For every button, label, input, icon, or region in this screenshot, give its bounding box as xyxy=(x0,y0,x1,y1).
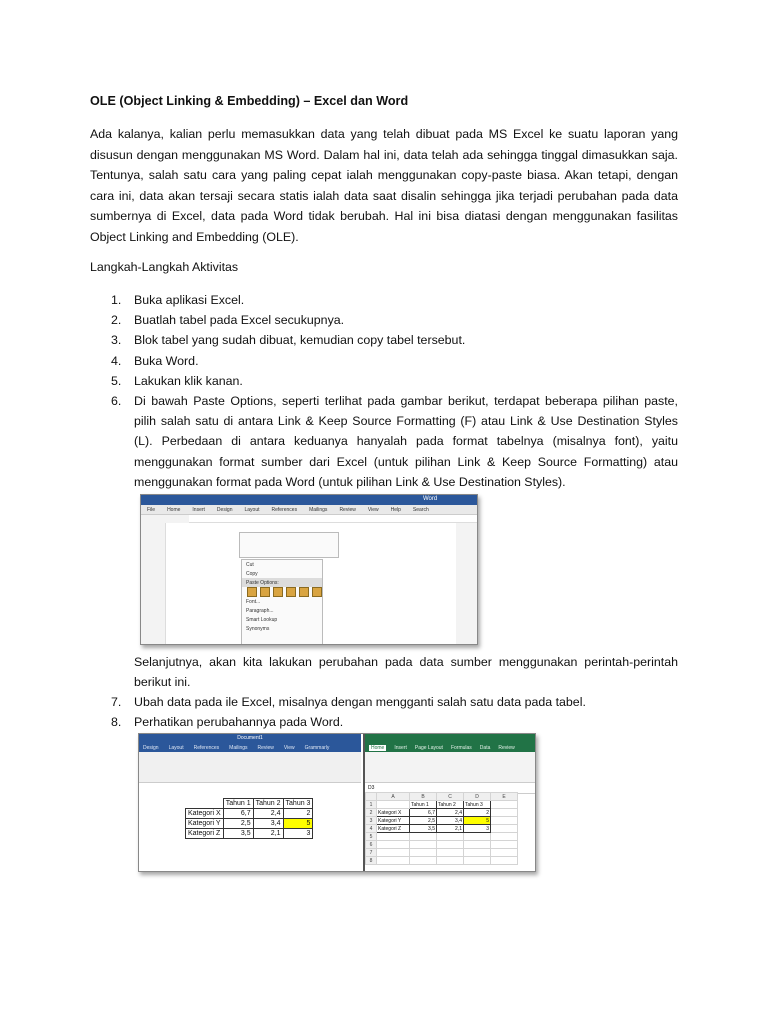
menu-item-paragraph[interactable]: Paragraph... xyxy=(246,607,274,614)
tab-search[interactable]: Search xyxy=(412,506,429,513)
tab-data[interactable]: Data xyxy=(479,744,491,751)
tab-home[interactable]: Home xyxy=(167,506,181,513)
list-item: 5. Lakukan klik kanan. xyxy=(111,373,243,388)
tab-layout[interactable]: Layout xyxy=(244,506,260,513)
name-box[interactable]: D3 xyxy=(365,783,536,794)
steps-list-continued xyxy=(90,692,678,732)
word-window xyxy=(139,734,361,871)
list-item: 1. Buka aplikasi Excel. xyxy=(111,293,245,307)
tab-formulas[interactable]: Formulas xyxy=(450,744,472,751)
menu-item-copy[interactable]: Copy xyxy=(246,570,258,577)
intro-paragraph: Ada kalanya, kalian perlu memasukkan data yang telah dibuat pada MS Excel ke suatu laporan yang disusun dengan menggunakan MS Word. Dalam hal ini, data telah ada sehingga tinggal dimasukkan saja. Tentunya, salah satu cara yang paling cepat ialah menggunakan copy-paste biasa. Akan tetapi, dengan cara ini, data akan tersaji secara statis ialah data saat disalin sehingga jika terjadi perubahan pada data sumbernya di Excel, data pada Word tidak berubah. Hal ini bisa diatasi dengan menggunakan fasilitas Object Linking and Embedding (OLE). xyxy=(90,127,678,244)
tab-insert[interactable]: Insert xyxy=(394,744,407,751)
tab-mailings[interactable]: Mailings xyxy=(229,744,248,751)
table-row: Kategori Y 2,5 3,4 5 xyxy=(186,819,313,829)
paste-text-icon[interactable] xyxy=(312,587,322,597)
table-row: Kategori X 6,7 2,4 2 xyxy=(186,809,313,819)
word-title-bar: Word xyxy=(141,495,477,505)
list-item: 2. Buatlah tabel pada Excel secukupnya. xyxy=(111,313,345,328)
ruler xyxy=(189,515,477,523)
table-row: 3 Kategori Y 2,5 3,4 5 xyxy=(366,817,518,825)
paste-destination-icon[interactable] xyxy=(260,587,270,597)
word-linked-table xyxy=(185,798,313,839)
table-header: Tahun 2 xyxy=(253,799,283,809)
tab-grammarly[interactable]: Grammarly xyxy=(304,744,330,751)
table-row: 1 Tahun 1 Tahun 2 Tahun 3 xyxy=(366,801,518,809)
tab-view[interactable]: View xyxy=(283,744,295,751)
paste-link-destination-icon[interactable] xyxy=(286,587,296,597)
word-window-title: Document1 xyxy=(139,734,361,743)
section-heading: Langkah-Langkah Aktivitas xyxy=(90,260,239,274)
tab-review[interactable]: Review xyxy=(498,744,515,751)
word-excel-comparison-screenshot xyxy=(138,733,536,872)
excel-sheet-grid: A B C D E 1 Tahun 1 Tahun 2 Tahun 3 2 Kategori X 6,7 2,4 2 3 Kategori Y 2,5 3,4 5 4 Kategori Z 3,5 2,1 3 5 6 7 8 xyxy=(365,792,518,865)
list-item: 6. Di bawah Paste Options, seperti terlihat pada gambar berikut, terdapat beberapa pilihan paste, pilih salah satu di antara Link & Keep Source Formatting (F) atau Link & Use Destination Styles (L). Perbedaan di antara keduanya hanyalah pada format tabelnya (misalnya font), yaitu menggunakan format sumber dari Excel (untuk pilihan Link & Keep Source Formatting) atau menggunakan format pada Word (untuk pilihan Link & Use Destination Styles). xyxy=(111,394,678,489)
tab-view[interactable]: View xyxy=(367,506,379,513)
list-item: 7. Ubah data pada ile Excel, misalnya dengan mengganti salah satu data pada tabel. xyxy=(111,695,586,709)
context-menu xyxy=(241,559,323,645)
table-header: Tahun 1 xyxy=(223,799,253,809)
tab-file[interactable]: File xyxy=(147,506,156,513)
mini-toolbar[interactable] xyxy=(239,532,339,558)
tab-review[interactable]: Review xyxy=(257,744,274,751)
word-ribbon-tabs xyxy=(139,743,361,752)
tab-references[interactable]: References xyxy=(193,744,220,751)
menu-item-paste-options: Paste Options: xyxy=(242,578,322,587)
paste-picture-icon[interactable] xyxy=(299,587,309,597)
tab-review[interactable]: Review xyxy=(339,506,356,513)
menu-item-cut[interactable]: Cut xyxy=(246,561,254,568)
table-row: 2 Kategori X 6,7 2,4 2 xyxy=(366,809,518,817)
tab-references[interactable]: References xyxy=(271,506,298,513)
excel-ribbon-tabs xyxy=(365,743,536,752)
follow-paragraph: Selanjutnya, akan kita lakukan perubahan pada data sumber menggunakan perintah-perintah berikut ini. xyxy=(134,655,678,690)
tab-design[interactable]: Design xyxy=(143,744,159,751)
paste-options-icons xyxy=(242,587,322,597)
tab-layout[interactable]: Layout xyxy=(168,744,184,751)
tab-help[interactable]: Help xyxy=(390,506,401,513)
excel-title-bar xyxy=(365,734,536,743)
tab-home[interactable]: Home xyxy=(371,744,385,751)
word-paste-options-screenshot xyxy=(140,494,478,645)
tab-insert[interactable]: Insert xyxy=(192,506,205,513)
excel-ribbon xyxy=(365,752,536,783)
table-row: Kategori Z 3,5 2,1 3 xyxy=(186,829,313,839)
menu-item-synonyms[interactable]: Synonyms xyxy=(246,625,270,632)
tab-mailings[interactable]: Mailings xyxy=(309,506,328,513)
paste-link-source-icon[interactable] xyxy=(273,587,283,597)
table-header: Tahun 3 xyxy=(283,799,313,809)
list-item: 4. Buka Word. xyxy=(111,353,199,368)
paste-keep-source-icon[interactable] xyxy=(247,587,257,597)
excel-window xyxy=(363,734,536,871)
menu-item-font[interactable]: Font... xyxy=(246,598,261,605)
list-item: 8. Perhatikan perubahannya pada Word. xyxy=(111,715,344,730)
steps-list xyxy=(90,290,678,492)
table-row: 4 Kategori Z 3,5 2,1 3 xyxy=(366,825,518,833)
list-item: 3. Blok tabel yang sudah dibuat, kemudian copy tabel tersebut. xyxy=(111,333,466,348)
tab-design[interactable]: Design xyxy=(216,506,233,513)
tab-page-layout[interactable]: Page Layout xyxy=(414,744,443,751)
menu-item-smart-lookup[interactable]: Smart Lookup xyxy=(246,616,278,623)
word-ribbon xyxy=(139,752,361,783)
page-title: OLE (Object Linking & Embedding) – Excel dan Word xyxy=(90,94,409,108)
word-ribbon-tabs xyxy=(141,505,477,515)
